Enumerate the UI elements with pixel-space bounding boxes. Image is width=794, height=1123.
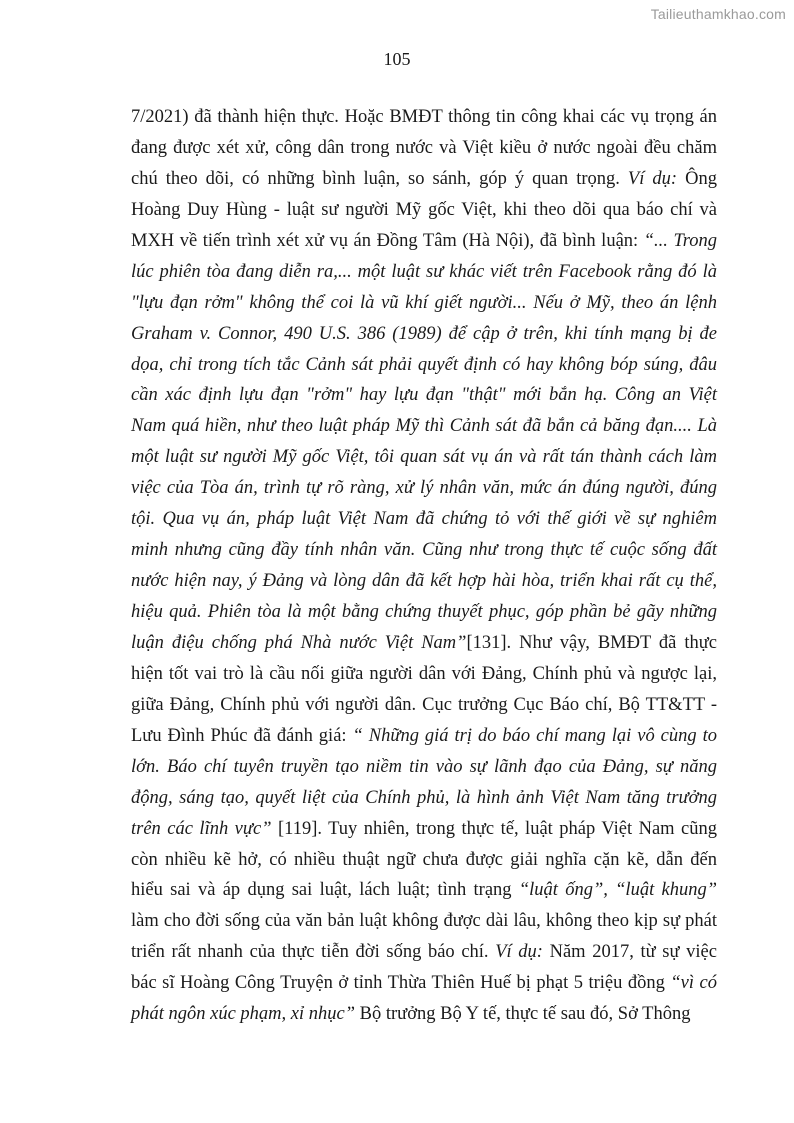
text-segment: chú theo dõi, có những bình luận, so sánh, góp ý quan trọng. bbox=[131, 168, 628, 189]
text-segment: [131]. Như vậy, BMĐT đã thực bbox=[466, 632, 717, 653]
text-line bbox=[131, 690, 717, 721]
italic-text-segment: “vì có bbox=[670, 973, 717, 994]
italic-text-segment: “ Những giá trị do báo chí mang lại vô cùng to bbox=[352, 725, 717, 746]
text-line bbox=[131, 411, 717, 442]
italic-text-segment: phát ngôn xúc phạm, xỉ nhục” bbox=[131, 1004, 356, 1025]
text-line bbox=[131, 721, 717, 752]
text-segment: Năm 2017, từ sự việc bbox=[542, 942, 717, 963]
text-segment: Ông bbox=[677, 168, 717, 189]
italic-text-segment: trên các lĩnh vực” bbox=[131, 818, 272, 839]
text-segment: hiểu sai và áp dụng sai luật, lách luật; tình trạng bbox=[131, 880, 519, 901]
italic-text-segment: "lựu đạn rởm" không thể coi là vũ khí giết người... Nếu ở Mỹ, theo án lệnh bbox=[131, 292, 717, 313]
body-paragraph bbox=[131, 102, 717, 1030]
text-segment: hiện tốt vai trò là cầu nối giữa người dân với Đảng, Chính phủ và ngược lại, bbox=[131, 663, 717, 684]
text-line bbox=[131, 937, 717, 968]
text-line bbox=[131, 504, 717, 535]
text-line bbox=[131, 752, 717, 783]
italic-text-segment: một luật sư người Mỹ gốc Việt, tôi quan sát vụ án và rất tán thành cách làm bbox=[131, 447, 717, 468]
page-number: 105 bbox=[383, 49, 411, 69]
text-line bbox=[131, 814, 717, 845]
italic-text-segment: minh nhưng cũng đầy tính nhân văn. Cũng như trong thực tế cuộc sống đất bbox=[131, 540, 717, 561]
text-segment: [119]. Tuy nhiên, trong thực tế, luật pháp Việt Nam cũng bbox=[271, 818, 717, 839]
italic-text-segment: Ví dụ: bbox=[627, 168, 678, 189]
text-line bbox=[131, 906, 717, 937]
italic-text-segment: tội. Qua vụ án, pháp luật Việt Nam đã chứng tỏ với thế giới về sự nghiêm bbox=[131, 509, 717, 530]
text-line bbox=[131, 288, 717, 319]
italic-text-segment: Ví dụ: bbox=[495, 942, 543, 963]
italic-text-segment: lúc phiên tòa đang diễn ra,... một luật sư khác viết trên Facebook rằng đó là bbox=[131, 261, 717, 282]
italic-text-segment: lớn. Báo chí tuyên truyền tạo niềm tin vào sự lãnh đạo của Đảng, sự năng bbox=[131, 756, 717, 777]
text-segment: Hoàng Duy Hùng - luật sư người Mỹ gốc Việt, khi theo dõi qua báo chí và bbox=[131, 199, 717, 220]
text-line bbox=[131, 319, 717, 350]
italic-text-segment: “... Trong bbox=[643, 230, 717, 251]
text-line bbox=[131, 628, 717, 659]
watermark: Tailieuthamkhao.com bbox=[650, 6, 786, 22]
text-line bbox=[131, 659, 717, 690]
italic-text-segment: luận điệu chống phá Nhà nước Việt Nam” bbox=[131, 632, 467, 653]
text-segment: Bộ trưởng Bộ Y tế, thực tế sau đó, Sở Thông bbox=[355, 1004, 691, 1025]
text-line bbox=[131, 102, 717, 133]
italic-text-segment: việc của Tòa án, trình tự rõ ràng, xử lý nhân văn, mức án đúng người, đúng bbox=[131, 478, 717, 499]
text-line bbox=[131, 999, 717, 1030]
text-line bbox=[131, 783, 717, 814]
italic-text-segment: hiệu quả. Phiên tòa là một bằng chứng thuyết phục, góp phần bẻ gãy những bbox=[131, 602, 717, 622]
text-line bbox=[131, 875, 717, 906]
text-segment: MXH về tiến trình xét xử vụ án Đồng Tâm (Hà Nội), đã bình luận: bbox=[131, 230, 644, 251]
text-segment: giữa Đảng, Chính phủ với người dân. Cục trưởng Cục Báo chí, Bộ TT&TT - bbox=[131, 694, 717, 715]
italic-text-segment: cần xác định lựu đạn "rởm" hay lựu đạn "thật" mới bắn hạ. Công an Việt bbox=[131, 385, 717, 406]
text-line bbox=[131, 845, 717, 876]
text-line bbox=[131, 597, 717, 628]
text-segment: còn nhiều kẽ hở, có nhiều thuật ngữ chưa được giải nghĩa cặn kẽ, dẫn đến bbox=[131, 849, 717, 870]
text-segment: 7/2021) đã thành hiện thực. Hoặc BMĐT thông tin công khai các vụ trọng án bbox=[131, 107, 717, 127]
text-line bbox=[131, 133, 717, 164]
italic-text-segment: Nam quá hiền, như theo luật pháp Mỹ thì Cảnh sát đã bắn cả băng đạn.... Là bbox=[131, 416, 717, 437]
text-segment: Lưu Đình Phúc đã đánh giá: bbox=[131, 725, 353, 746]
text-line bbox=[131, 473, 717, 504]
text-line bbox=[131, 535, 717, 566]
text-segment: đang được xét xử, công dân trong nước và Việt kiều ở nước ngoài đều chăm bbox=[131, 137, 717, 158]
text-line bbox=[131, 350, 717, 381]
text-line bbox=[131, 226, 717, 257]
text-line bbox=[131, 566, 717, 597]
text-line bbox=[131, 257, 717, 288]
text-line bbox=[131, 164, 717, 195]
italic-text-segment: “luật ống”, “luật khung” bbox=[518, 880, 717, 901]
text-segment: làm cho đời sống của văn bản luật không được dài lâu, không theo kịp sự phát bbox=[131, 911, 717, 932]
text-segment: bác sĩ Hoàng Công Truyện ở tỉnh Thừa Thiên Huế bị phạt 5 triệu đồng bbox=[131, 973, 671, 994]
italic-text-segment: dọa, chỉ trong tích tắc Cảnh sát phải quyết định có hay không bóp súng, đâu bbox=[131, 354, 717, 375]
italic-text-segment: động, sáng tạo, quyết liệt của Chính phủ, là hình ảnh Việt Nam tăng trưởng bbox=[131, 787, 717, 808]
italic-text-segment: nước hiện nay, ý Đảng và lòng dân đã kết hợp hài hòa, triển khai rất cụ thể, bbox=[131, 571, 717, 592]
text-line bbox=[131, 195, 717, 226]
italic-text-segment: Graham v. Connor, 490 U.S. 386 (1989) để cập ở trên, khi tính mạng bị đe bbox=[131, 323, 717, 344]
text-line bbox=[131, 968, 717, 999]
text-segment: triển rất nhanh của thực tiễn đời sống báo chí. bbox=[131, 942, 496, 963]
text-line bbox=[131, 442, 717, 473]
text-line bbox=[131, 380, 717, 411]
